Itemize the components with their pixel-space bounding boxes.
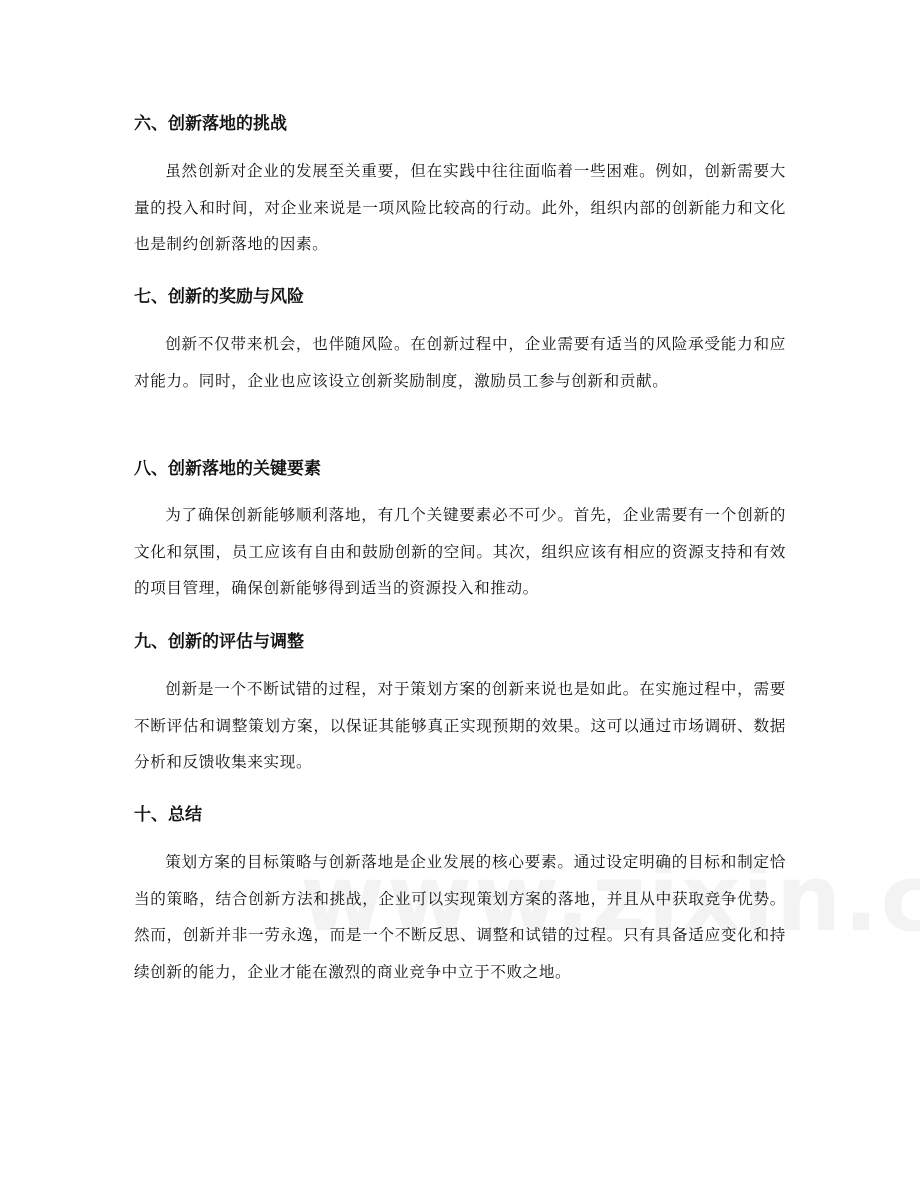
section-8-paragraph: 为了确保创新能够顺利落地，有几个关键要素必不可少。首先，企业需要有一个创新的文化和氛围，员工应该有自由和鼓励创新的空间。其次，组织应该有相应的资源支持和有效的项目管理，确保创新能够得到适当的资源投入和推动。 (134, 506, 786, 597)
section-7-heading: 七、创新的奖励与风险 (134, 287, 304, 307)
section-9-paragraph: 创新是一个不断试错的过程，对于策划方案的创新来说也是如此。在实施过程中，需要不断评估和调整策划方案，以保证其能够真正实现预期的效果。这可以通过市场调研、数据分析和反馈收集来实现。 (134, 680, 786, 771)
section-8-heading: 八、创新落地的关键要素 (134, 459, 321, 479)
section-6-paragraph: 虽然创新对企业的发展至关重要，但在实践中往往面临着一些困难。例如，创新需要大量的投入和时间，对企业来说是一项风险比较高的行动。此外，组织内部的创新能力和文化也是制约创新落地的因素。 (134, 162, 786, 253)
section-6-heading: 六、创新落地的挑战 (134, 114, 287, 134)
section-10-heading: 十、总结 (134, 805, 202, 825)
section-9-heading: 九、创新的评估与调整 (134, 632, 304, 652)
section-7-paragraph: 创新不仅带来机会，也伴随风险。在创新过程中，企业需要有适当的风险承受能力和应对能力。同时，企业也应该设立创新奖励制度，激励员工参与创新和贡献。 (134, 335, 786, 390)
section-10-paragraph: 策划方案的目标策略与创新落地是企业发展的核心要素。通过设定明确的目标和制定恰当的策略，结合创新方法和挑战，企业可以实现策划方案的落地，并且从中获取竞争优势。然而，创新并非一劳永逸，而是一个不断反思、调整和试错的过程。只有具备适应变化和持续创新的能力，企业才能在激烈的商业竞争中立于不败之地。 (134, 853, 786, 981)
